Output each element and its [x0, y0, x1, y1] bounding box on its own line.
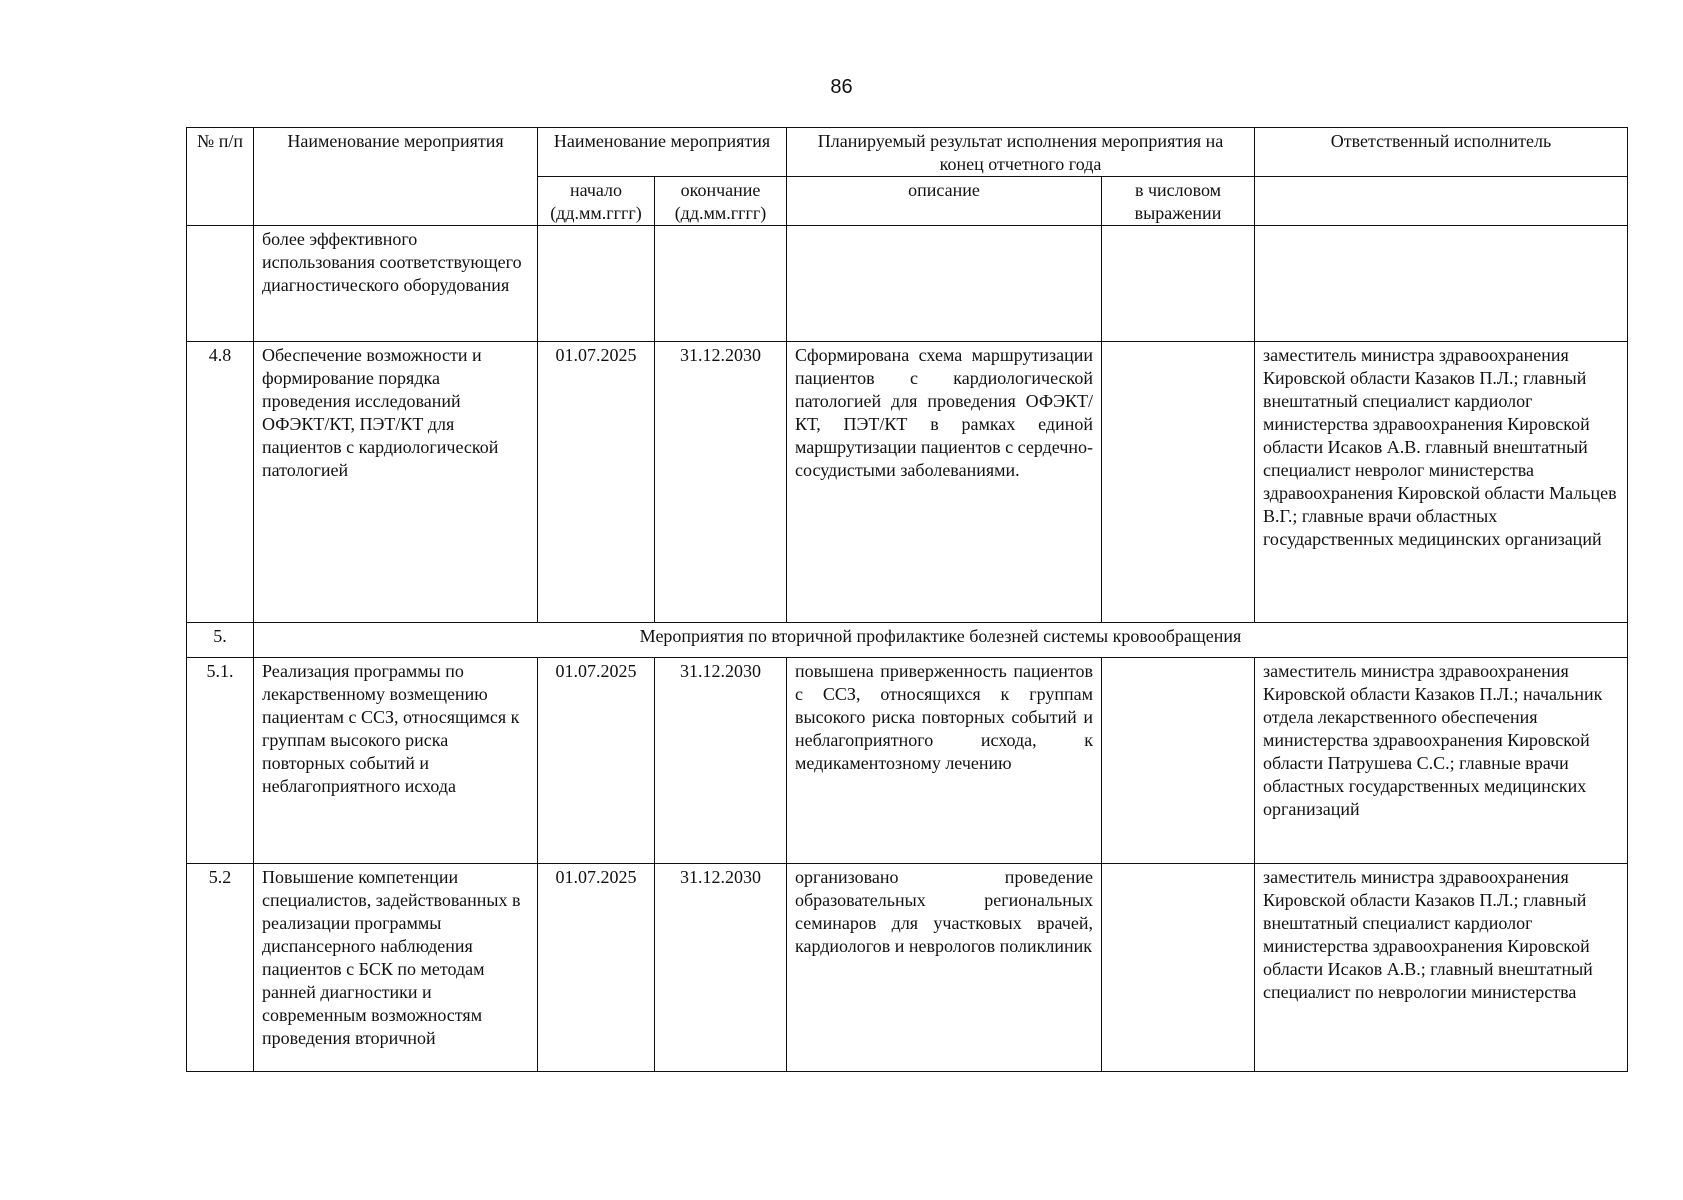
- row-end: 31.12.2030: [655, 658, 787, 864]
- row-name: Повышение компетенции специалистов, задействованных в реализации программы диспансерного наблюдения пациентов с БСК по методам ранней диагностики и современным возможностям проведения вторичной: [254, 864, 538, 1072]
- row-start: 01.07.2025: [538, 342, 655, 623]
- row-description: Сформирована схема маршрутизации пациентов с кардиологической патологией для проведения ОФЭКТ/КТ, ПЭТ/КТ в рамках единой маршрутизации пациентов с сердечно-сосудистыми заболеваниями.: [787, 342, 1102, 623]
- header-end: окончание (дд.мм.гггг): [655, 177, 787, 226]
- row-num: 5.1.: [187, 658, 254, 864]
- section-num: 5.: [187, 623, 254, 658]
- row-name: более эффективного использования соответствующего диагностического оборудования: [254, 226, 538, 342]
- header-period: Наименование мероприятия: [538, 128, 787, 177]
- header-description: описание: [787, 177, 1102, 226]
- row-numeric: [1102, 658, 1255, 864]
- header-numeric: в числовом выражении: [1102, 177, 1255, 226]
- table-row: [187, 658, 1628, 864]
- row-num: 5.2: [187, 864, 254, 1072]
- row-num: 4.8: [187, 342, 254, 623]
- row-num: [187, 226, 254, 342]
- row-responsible: заместитель министра здравоохранения Кировской области Казаков П.Л.; начальник отдела лекарственного обеспечения министерства здравоохранения Кировской области Патрушева С.С.; главные врачи областных государственных медицинских организаций: [1255, 658, 1628, 864]
- table-row: [187, 864, 1628, 1072]
- header-responsible-empty: [1255, 177, 1628, 226]
- row-responsible: заместитель министра здравоохранения Кировской области Казаков П.Л.; главный внештатный специалист кардиолог министерства здравоохранения Кировской области Исаков А.В. главный внештатный специалист невролог министерства здравоохранения Кировской области Мальцев В.Г.; главные врачи областных государственных медицинских организаций: [1255, 342, 1628, 623]
- row-responsible: заместитель министра здравоохранения Кировской области Казаков П.Л.; главный внештатный специалист кардиолог министерства здравоохранения Кировской области Исаков А.В.; главный внештатный специалист по неврологии министерства: [1255, 864, 1628, 1072]
- table-row: [187, 226, 1628, 342]
- section-row: [187, 623, 1628, 658]
- activities-table: [186, 127, 1628, 1072]
- row-responsible: [1255, 226, 1628, 342]
- table-row: [187, 342, 1628, 623]
- row-name: Обеспечение возможности и формирование порядка проведения исследований ОФЭКТ/КТ, ПЭТ/КТ для пациентов с кардиологической патологией: [254, 342, 538, 623]
- header-result: Планируемый результат исполнения мероприятия на конец отчетного года: [787, 128, 1255, 177]
- row-end: 31.12.2030: [655, 864, 787, 1072]
- row-description: повышена приверженность пациентов с ССЗ, относящихся к группам высокого риска повторных событий и неблагоприятного исхода, к медикаментозному лечению: [787, 658, 1102, 864]
- row-name: Реализация программы по лекарственному возмещению пациентам с ССЗ, относящимся к группам высокого риска повторных событий и неблагоприятного исхода: [254, 658, 538, 864]
- row-numeric: [1102, 342, 1255, 623]
- row-start: [538, 226, 655, 342]
- header-name: Наименование мероприятия: [254, 128, 538, 226]
- row-numeric: [1102, 226, 1255, 342]
- row-end: [655, 226, 787, 342]
- header-num: № п/п: [187, 128, 254, 226]
- header-start: начало (дд.мм.гггг): [538, 177, 655, 226]
- page-number: 86: [830, 76, 853, 98]
- row-description: организовано проведение образовательных региональных семинаров для участковых врачей, кардиологов и неврологов поликлиник: [787, 864, 1102, 1072]
- row-start: 01.07.2025: [538, 658, 655, 864]
- row-start: 01.07.2025: [538, 864, 655, 1072]
- row-end: 31.12.2030: [655, 342, 787, 623]
- section-title: Мероприятия по вторичной профилактике болезней системы кровообращения: [254, 623, 1628, 658]
- header-responsible: Ответственный исполнитель: [1255, 128, 1628, 177]
- header-row-top: [187, 128, 1628, 177]
- row-description: [787, 226, 1102, 342]
- row-numeric: [1102, 864, 1255, 1072]
